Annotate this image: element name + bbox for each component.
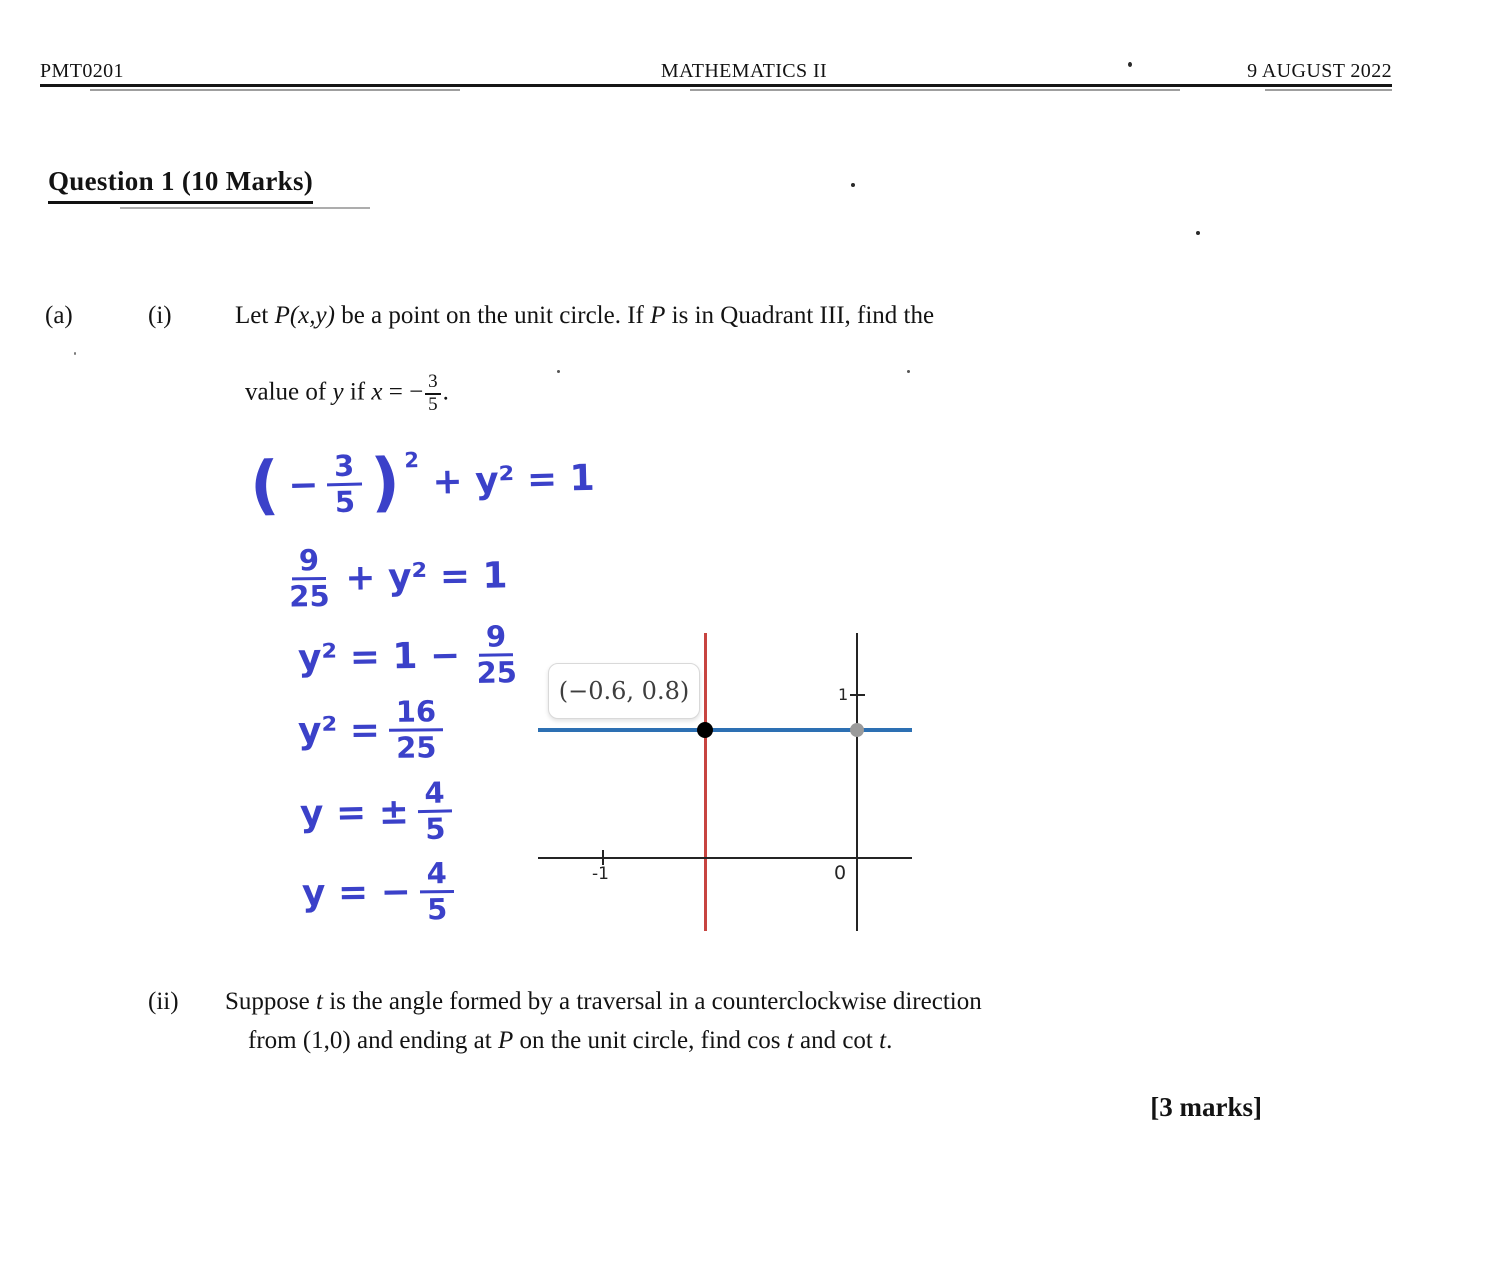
plotted-point (697, 722, 713, 738)
close-paren: ) (369, 445, 401, 520)
point-coordinate-tooltip: (−0.6, 0.8) (548, 663, 700, 719)
text-run-italic: y (332, 378, 344, 406)
part-i-label: (i) (148, 302, 172, 329)
x-axis-tick-neg1 (602, 850, 604, 865)
fraction-numerator: 4 (419, 857, 454, 894)
fraction-numerator: 16 (389, 695, 444, 732)
equation-text: y = ± (299, 791, 410, 835)
scan-speck (907, 370, 910, 373)
text-run: value of (245, 378, 333, 406)
printed-fraction (425, 372, 441, 415)
equation-text: y = − (301, 871, 412, 915)
handwritten-fraction (389, 695, 444, 765)
marks-allocation: [3 marks] (1150, 1092, 1262, 1122)
header-course-code: PMT0201 (40, 60, 124, 82)
text-run: be a point on the unit circle. If (334, 302, 651, 329)
text-run-italic: t (315, 988, 323, 1015)
text-run: on the unit circle, find cos (513, 1027, 787, 1054)
text-run: is the angle formed by a traversal in a counterclockwise direction (322, 988, 982, 1015)
text-run: Suppose (225, 988, 316, 1015)
part-a-label: (a) (45, 302, 73, 329)
fraction-denominator: 5 (426, 892, 448, 927)
text-run: . (442, 378, 449, 406)
fraction-denominator: 5 (428, 393, 438, 415)
part-ii-label: (ii) (148, 988, 179, 1015)
handwritten-step-5 (299, 776, 452, 848)
fraction-numerator: 3 (425, 372, 441, 395)
scan-speck (1128, 62, 1132, 67)
equation-text: y² = 1 − (297, 635, 461, 679)
text-run-italic: P (650, 302, 666, 329)
fraction-numerator: 3 (327, 449, 362, 486)
question-ii-line1 (225, 988, 982, 1016)
y-axis-label-1: 1 (838, 685, 849, 704)
handwritten-step-2 (282, 541, 509, 613)
x-axis (538, 857, 912, 859)
y-axis-tick-1 (850, 694, 865, 696)
text-run: . (886, 1027, 893, 1054)
text-run: Let (235, 302, 275, 329)
text-run: is in Quadrant III, find the (665, 302, 935, 329)
text-run-italic: x (371, 378, 383, 406)
header-rule (40, 84, 1392, 87)
y-axis (856, 633, 858, 931)
text-run-italic: t (786, 1027, 794, 1054)
question-i-line1 (235, 302, 934, 330)
header-title: MATHEMATICS II (660, 60, 828, 82)
fraction-denominator: 5 (334, 485, 356, 520)
text-run-italic: P (497, 1027, 514, 1054)
axis-intersection-point (850, 723, 864, 737)
x-axis-label-neg1: -1 (592, 864, 609, 884)
equation-text: y² = (297, 709, 381, 752)
header-rule-smudge (90, 89, 460, 91)
vertical-red-line (704, 633, 707, 931)
open-paren: ( (249, 448, 281, 523)
equation-text: + y² = 1 (431, 457, 596, 503)
handwritten-step-6 (302, 857, 455, 928)
handwritten-fraction (282, 544, 337, 614)
handwritten-fraction (327, 449, 363, 519)
fraction-denominator: 25 (395, 730, 437, 766)
exponent: 2 (404, 448, 420, 473)
fraction-numerator: 9 (292, 544, 327, 581)
question-heading: Question 1 (10 Marks) (48, 166, 313, 204)
header-rule-smudge (1265, 89, 1392, 91)
text-run-italic: t (879, 1027, 887, 1054)
handwritten-step-3 (297, 620, 524, 693)
scan-speck (1196, 231, 1200, 235)
scan-speck (74, 352, 76, 355)
scan-speck (851, 183, 855, 187)
scan-speck (557, 370, 560, 373)
minus-sign: − (287, 464, 319, 507)
text-run: from (1,0) and ending at (248, 1027, 498, 1054)
unit-circle-graph (538, 633, 912, 931)
handwritten-fraction (419, 857, 454, 926)
header-rule-smudge (690, 89, 1180, 91)
handwritten-step-4 (298, 695, 444, 765)
text-run: and cot (793, 1027, 880, 1054)
origin-label: 0 (834, 862, 847, 884)
header-date: 9 AUGUST 2022 (1247, 60, 1392, 82)
fraction-numerator: 9 (479, 620, 514, 657)
question-i-line2 (245, 372, 449, 415)
text-run-italic: P(x,y) (274, 302, 335, 329)
text-run: = − (382, 378, 424, 406)
question-ii-line2 (248, 1027, 892, 1055)
handwritten-fraction (417, 776, 453, 846)
question-underline-smudge (120, 207, 370, 209)
fraction-denominator: 5 (424, 812, 446, 847)
handwritten-step-1 (249, 444, 595, 521)
fraction-denominator: 25 (476, 655, 518, 691)
handwritten-fraction (469, 620, 525, 690)
fraction-denominator: 25 (289, 579, 330, 614)
equation-text: + y² = 1 (345, 555, 508, 599)
text-run: if (343, 378, 372, 406)
fraction-numerator: 4 (417, 776, 452, 813)
